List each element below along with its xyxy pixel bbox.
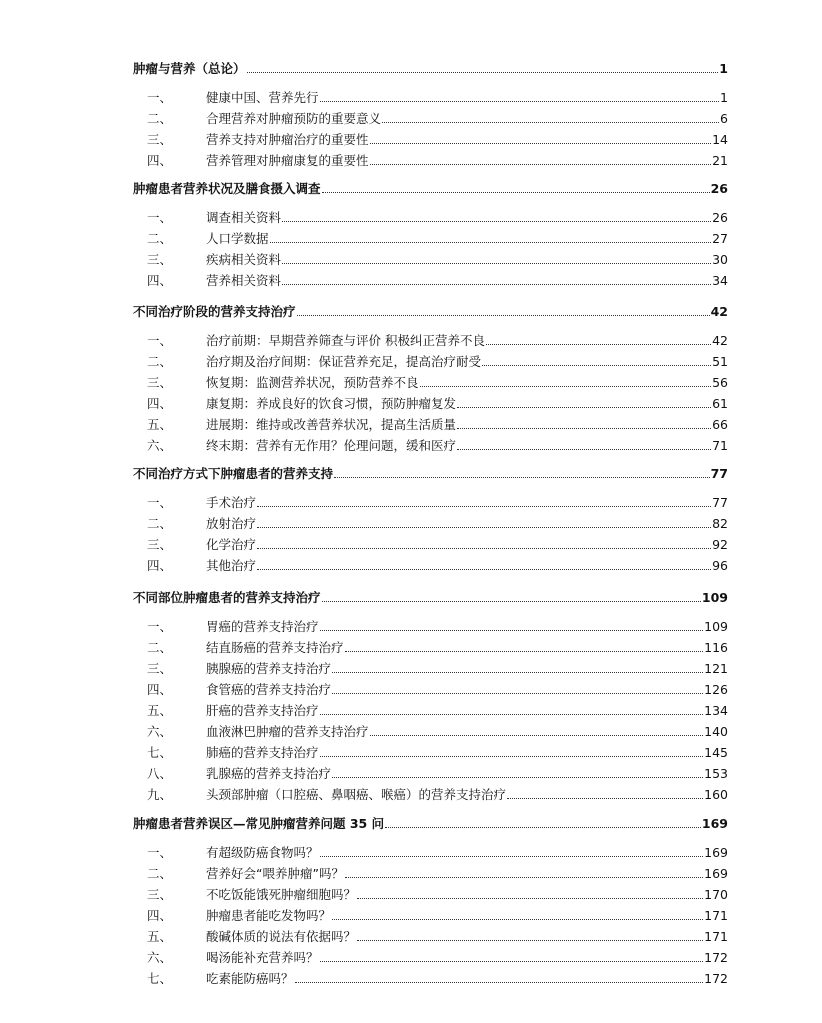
item-title: 喝汤能补充营养吗？: [206, 950, 319, 965]
chapter-title: 肿瘤患者营养误区—常见肿瘤营养问题 35 问: [133, 816, 385, 831]
dot-leader: [257, 526, 711, 528]
dot-leader: [257, 547, 711, 549]
item-number: 二、: [147, 231, 173, 246]
page-number: 96: [712, 558, 728, 573]
dot-leader: [345, 650, 704, 652]
page-number: 71: [712, 438, 728, 453]
item-number: 七、: [147, 745, 173, 760]
dot-leader: [370, 163, 712, 165]
toc-item[interactable]: [133, 925, 728, 945]
page-number: 169: [704, 866, 728, 881]
item-title: 健康中国、营养先行: [206, 90, 319, 105]
item-number: 二、: [147, 516, 173, 531]
item-title: 肝癌的营养支持治疗: [206, 703, 319, 718]
item-title: 人口学数据: [206, 231, 269, 246]
item-title: 营养支持对肿瘤治疗的重要性: [206, 132, 369, 147]
dot-leader: [332, 692, 703, 694]
toc-item[interactable]: [133, 350, 728, 370]
item-title: 治疗前期：早期营养筛查与评价 积极纠正营养不良: [206, 333, 485, 348]
dot-leader: [482, 364, 711, 366]
page-number: 42: [710, 304, 728, 319]
dot-leader: [320, 960, 704, 962]
dot-leader: [320, 855, 704, 857]
toc-item[interactable]: [133, 904, 728, 924]
page-number: 169: [704, 845, 728, 860]
toc-chapter[interactable]: [133, 300, 728, 320]
dot-leader: [357, 897, 703, 899]
dot-leader: [457, 448, 711, 450]
page-number: 42: [712, 333, 728, 348]
toc-item[interactable]: [133, 862, 728, 882]
dot-leader: [297, 314, 710, 316]
item-number: 三、: [147, 887, 173, 902]
page-number: 126: [704, 682, 728, 697]
dot-leader: [457, 406, 711, 408]
chapter-title: 肿瘤与营养（总论）: [133, 61, 246, 76]
page-number: 109: [704, 619, 728, 634]
toc-item[interactable]: [133, 371, 728, 391]
item-number: 二、: [147, 354, 173, 369]
item-title: 肿瘤患者能吃发物吗？: [206, 908, 332, 923]
item-number: 七、: [147, 971, 173, 986]
dot-leader: [486, 343, 711, 345]
item-number: 三、: [147, 375, 173, 390]
dot-leader: [334, 476, 710, 478]
page-number: 26: [710, 181, 728, 196]
item-number: 二、: [147, 866, 173, 881]
page-number: 172: [704, 971, 728, 986]
page-number: 160: [704, 787, 728, 802]
dot-leader: [320, 713, 704, 715]
dot-leader: [282, 283, 711, 285]
page-number: 77: [710, 466, 728, 481]
toc-item[interactable]: [133, 392, 728, 412]
page-number: 140: [704, 724, 728, 739]
dot-leader: [320, 629, 704, 631]
chapter-title: 不同治疗方式下肿瘤患者的营养支持: [133, 466, 334, 481]
toc-chapter[interactable]: [133, 462, 728, 482]
item-number: 八、: [147, 766, 173, 781]
toc-item[interactable]: [133, 741, 728, 761]
page-number: 77: [712, 495, 728, 510]
page-number: 61: [712, 396, 728, 411]
dot-leader: [295, 981, 704, 983]
item-title: 终末期：营养有无作用？伦理问题，缓和医疗: [206, 438, 457, 453]
dot-leader: [385, 826, 701, 828]
toc-item[interactable]: [133, 762, 728, 782]
item-number: 五、: [147, 417, 173, 432]
toc-item[interactable]: [133, 615, 728, 635]
dot-leader: [507, 797, 703, 799]
dot-leader: [370, 142, 712, 144]
item-number: 三、: [147, 537, 173, 552]
item-number: 一、: [147, 90, 173, 105]
item-number: 六、: [147, 438, 173, 453]
toc-item[interactable]: [133, 329, 728, 349]
dot-leader: [345, 876, 703, 878]
item-title: 合理营养对肿瘤预防的重要意义: [206, 111, 382, 126]
item-number: 九、: [147, 787, 173, 802]
item-number: 四、: [147, 396, 173, 411]
page-number: 171: [704, 929, 728, 944]
toc-item[interactable]: [133, 841, 728, 861]
item-title: 营养好会“喂养肿瘤”吗？: [206, 866, 344, 881]
dot-leader: [257, 568, 711, 570]
toc-item[interactable]: [133, 720, 728, 740]
page-number: 27: [712, 231, 728, 246]
toc-chapter[interactable]: [133, 57, 728, 77]
toc-item[interactable]: [133, 434, 728, 454]
toc-chapter[interactable]: [133, 812, 728, 832]
chapter-title: 不同治疗阶段的营养支持治疗: [133, 304, 296, 319]
page-number: 66: [712, 417, 728, 432]
item-title: 调查相关资料: [206, 210, 282, 225]
toc-item[interactable]: [133, 946, 728, 966]
item-title: 疾病相关资料: [206, 252, 282, 267]
page-number: 6: [720, 111, 728, 126]
toc-item[interactable]: [133, 883, 728, 903]
toc-item[interactable]: [133, 699, 728, 719]
toc-chapter[interactable]: [133, 177, 728, 197]
dot-leader: [332, 918, 703, 920]
item-title: 不吃饭能饿死肿瘤细胞吗？: [206, 887, 357, 902]
item-number: 五、: [147, 703, 173, 718]
dot-leader: [282, 262, 711, 264]
item-number: 三、: [147, 661, 173, 676]
toc-item[interactable]: [133, 554, 728, 574]
dot-leader: [247, 71, 719, 73]
page-number: 134: [704, 703, 728, 718]
item-title: 进展期：维持或改善营养状况，提高生活质量: [206, 417, 457, 432]
item-number: 三、: [147, 252, 173, 267]
item-title: 乳腺癌的营养支持治疗: [206, 766, 332, 781]
item-title: 康复期：养成良好的饮食习惯，预防肿瘤复发: [206, 396, 457, 411]
page-number: 56: [712, 375, 728, 390]
page-number: 82: [712, 516, 728, 531]
page-number: 116: [704, 640, 728, 655]
item-number: 五、: [147, 929, 173, 944]
item-number: 二、: [147, 640, 173, 655]
item-title: 食管癌的营养支持治疗: [206, 682, 332, 697]
toc-item[interactable]: [133, 248, 728, 268]
item-number: 一、: [147, 619, 173, 634]
dot-leader: [320, 755, 704, 757]
item-title: 酸碱体质的说法有依据吗？: [206, 929, 357, 944]
page-number: 109: [701, 590, 728, 605]
dot-leader: [257, 505, 711, 507]
chapter-title: 不同部位肿瘤患者的营养支持治疗: [133, 590, 321, 605]
dot-leader: [322, 600, 701, 602]
page-number: 51: [712, 354, 728, 369]
item-number: 一、: [147, 333, 173, 348]
page-number: 14: [712, 132, 728, 147]
toc-item[interactable]: [133, 636, 728, 656]
dot-leader: [357, 939, 703, 941]
item-number: 一、: [147, 845, 173, 860]
page-number: 30: [712, 252, 728, 267]
item-title: 化学治疗: [206, 537, 257, 552]
dot-leader: [457, 427, 711, 429]
toc-item[interactable]: [133, 533, 728, 553]
dot-leader: [332, 776, 703, 778]
page-number: 92: [712, 537, 728, 552]
dot-leader: [320, 100, 720, 102]
item-number: 四、: [147, 908, 173, 923]
dot-leader: [332, 671, 703, 673]
page-number: 170: [704, 887, 728, 902]
item-title: 吃素能防癌吗？: [206, 971, 294, 986]
item-title: 营养管理对肿瘤康复的重要性: [206, 153, 369, 168]
item-title: 肺癌的营养支持治疗: [206, 745, 319, 760]
toc-chapter[interactable]: [133, 586, 728, 606]
item-title: 放射治疗: [206, 516, 257, 531]
page-number: 169: [701, 816, 728, 831]
item-number: 一、: [147, 210, 173, 225]
dot-leader: [282, 220, 711, 222]
toc-item[interactable]: [133, 269, 728, 289]
item-number: 四、: [147, 682, 173, 697]
toc-item[interactable]: [133, 491, 728, 511]
item-title: 治疗期及治疗间期：保证营养充足，提高治疗耐受: [206, 354, 482, 369]
item-title: 手术治疗: [206, 495, 257, 510]
toc-item[interactable]: [133, 512, 728, 532]
page-number: 26: [712, 210, 728, 225]
item-title: 有超级防癌食物吗？: [206, 845, 319, 860]
chapter-title: 肿瘤患者营养状况及膳食摄入调查: [133, 181, 321, 196]
dot-leader: [370, 734, 704, 736]
page-number: 153: [704, 766, 728, 781]
item-title: 结直肠癌的营养支持治疗: [206, 640, 344, 655]
item-title: 胰腺癌的营养支持治疗: [206, 661, 332, 676]
page-number: 1: [720, 90, 728, 105]
item-title: 胃癌的营养支持治疗: [206, 619, 319, 634]
item-title: 血液淋巴肿瘤的营养支持治疗: [206, 724, 369, 739]
toc-item[interactable]: [133, 107, 728, 127]
item-number: 二、: [147, 111, 173, 126]
toc-item[interactable]: [133, 413, 728, 433]
item-title: 其他治疗: [206, 558, 257, 573]
item-number: 四、: [147, 558, 173, 573]
item-number: 四、: [147, 273, 173, 288]
dot-leader: [382, 121, 719, 123]
item-title: 恢复期：监测营养状况，预防营养不良: [206, 375, 419, 390]
toc-item[interactable]: [133, 206, 728, 226]
item-title: 营养相关资料: [206, 273, 282, 288]
toc-item[interactable]: [133, 149, 728, 169]
toc-item[interactable]: [133, 128, 728, 148]
item-title: 头颈部肿瘤（口腔癌、鼻咽癌、喉癌）的营养支持治疗: [206, 787, 507, 802]
page-number: 145: [704, 745, 728, 760]
page-number: 121: [704, 661, 728, 676]
toc-item[interactable]: [133, 678, 728, 698]
toc-item[interactable]: [133, 967, 728, 987]
toc-item[interactable]: [133, 86, 728, 106]
dot-leader: [322, 191, 710, 193]
dot-leader: [270, 241, 712, 243]
item-number: 四、: [147, 153, 173, 168]
item-number: 一、: [147, 495, 173, 510]
page-number: 34: [712, 273, 728, 288]
toc-item[interactable]: [133, 783, 728, 803]
item-number: 六、: [147, 724, 173, 739]
toc-item[interactable]: [133, 227, 728, 247]
dot-leader: [420, 385, 712, 387]
item-number: 三、: [147, 132, 173, 147]
page-number: 1: [719, 61, 728, 76]
page-number: 21: [712, 153, 728, 168]
toc-item[interactable]: [133, 657, 728, 677]
page-number: 171: [704, 908, 728, 923]
page-number: 172: [704, 950, 728, 965]
item-number: 六、: [147, 950, 173, 965]
